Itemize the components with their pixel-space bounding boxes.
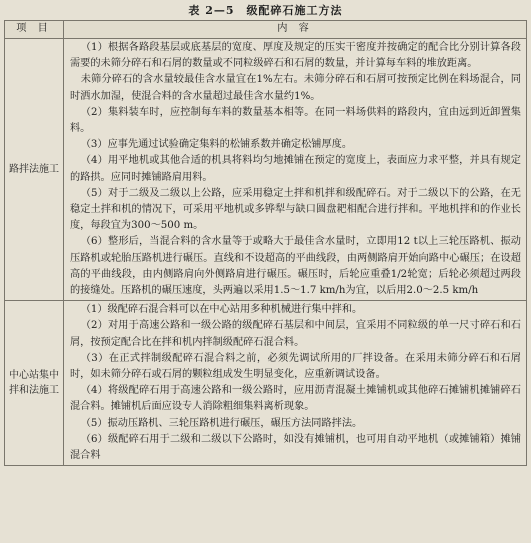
table-row-road-mixing bbox=[5, 39, 527, 301]
content-paragraph: （4）将级配碎石用于高速公路和一级公路时，应用沥青混凝土摊铺机或其他碎石摊铺机摊铺碎石混合料。摊铺机后面应设专人消除粗细集料离析现象。 bbox=[70, 385, 521, 413]
row-label-central-plant-mixing: 中心站集中拌和法施工 bbox=[5, 301, 64, 466]
content-paragraph: （6）级配碎石用于二级和二级以下公路时，如没有摊铺机，也可用自动平地机（或摊铺箱）摊铺混合料 bbox=[70, 433, 521, 462]
content-paragraph: （4）用平地机或其他合适的机具将料均匀地摊铺在预定的宽度上，表面应力求平整，并具有规定的路拱。应同时摊铺路肩用料。 bbox=[70, 155, 521, 183]
content-paragraph: （1）级配碎石混合料可以在中心站用多种机械进行集中拌和。 bbox=[80, 304, 363, 316]
table-row-central-plant-mixing bbox=[5, 301, 527, 466]
table-caption: 表 2—5 级配碎石施工方法 bbox=[188, 4, 343, 17]
row-label-road-mixing: 路拌法施工 bbox=[5, 39, 64, 301]
content-paragraph: （6）整形后，当混合料的含水量等于或略大于最佳含水量时，立即用12 t以上三轮压路机、振动压路机或轮胎压路机进行碾压。直线和不设超高的平曲线段，由两侧路肩开始向路中心碾压；在设超高的平曲线段，由内侧路肩向外侧路肩进行碾压。碾压时，后轮应重叠1/2轮宽；后轮必须超过两段的接缝处。压路机的碾压速度，头两遍以采用1.5～1.7 km/h为宜，以后用2.0～2.5 km/h bbox=[70, 236, 521, 297]
content-paragraph: （3）应事先通过试验确定集料的松铺系数并确定松铺厚度。 bbox=[80, 139, 353, 151]
row-content-central-plant-mixing bbox=[64, 301, 527, 466]
content-paragraph: （5）振动压路机、三轮压路机进行碾压，碾压方法同路拌法。 bbox=[80, 417, 363, 429]
content-paragraph: （2）集料装车时，应控制每车料的数量基本相等。在同一料场供料的路段内，宜由远到近卸置集料。 bbox=[70, 106, 521, 135]
content-paragraph: （3）在正式拌制级配碎石混合料之前，必须先调试所用的厂拌设备。在采用未筛分碎石和石屑时，如未筛分碎石或石屑的颗粒组成发生明显变化，应重新调试设备。 bbox=[70, 352, 521, 381]
content-paragraph: （1）根据各路段基层或底基层的宽度、厚度及规定的压实干密度并按确定的配合比分别计算各段需要的未筛分碎石和石屑的数量或不同粒级碎石和石屑的数量，并计算每车料的堆放距离。 bbox=[70, 42, 521, 70]
construction-methods-table bbox=[4, 20, 527, 466]
header-item: 项 目 bbox=[5, 21, 64, 39]
header-content: 内 容 bbox=[64, 21, 527, 39]
content-paragraph: （5）对于二级及二级以上公路，应采用稳定土拌和机拌和级配碎石。对于二级以下的公路，在无稳定土拌和机的情况下，可采用平地机或多铧犁与缺口圆盘耙相配合进行拌和。平地机拌和的作业长度，每段宜为300～500 m。 bbox=[70, 187, 521, 232]
table-header-row bbox=[5, 21, 527, 39]
content-paragraph: 未筛分碎石的含水量较最佳含水量宜在1%左右。未筛分碎石和石屑可按预定比例在料场混合，同时洒水加湿，使混合料的含水量超过最佳含水量约1%。 bbox=[70, 74, 521, 102]
row-content-road-mixing bbox=[64, 39, 527, 301]
content-paragraph: （2）对用于高速公路和一级公路的级配碎石基层和中间层，宜采用不同粒级的单一尺寸碎石和石屑，按预定配合比在拌和机内拌制级配碎石混合料。 bbox=[70, 320, 521, 348]
